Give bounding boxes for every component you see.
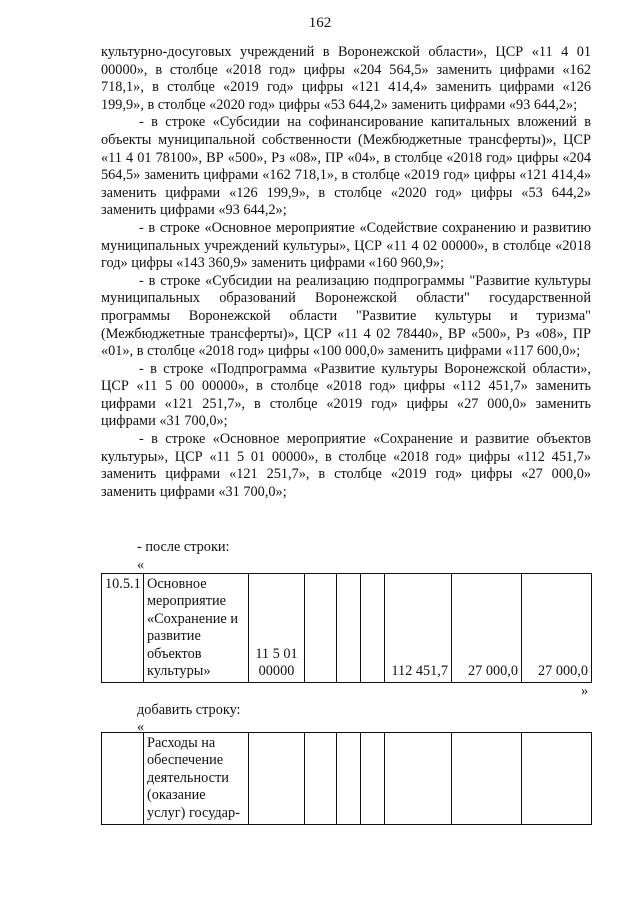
row-2019	[452, 733, 522, 825]
new-row-table	[101, 732, 592, 825]
existing-row-table	[101, 573, 592, 683]
row-rz	[337, 733, 361, 825]
row-name: Расходы на обеспечение деятельности (оказание услуг) государ-	[144, 733, 249, 825]
close-quote-1: »	[581, 683, 589, 699]
row-2020	[522, 733, 592, 825]
paragraph-continuation: культурно-досуговых учреждений в Воронежской области», ЦСР «11 4 01 00000», в столбце «2018 год» цифры «204 564,5» заменить цифрами «162 718,1», в столбце «2019 год» цифры «121 414,4» заменить цифрами «126 199,9», в столбце «2020 год» цифры «53 644,2» заменить цифрами «93 644,2»;	[101, 44, 591, 113]
paragraph-subsidies-capital: - в строке «Субсидии на софинансирование капитальных вложений в объекты муниципальной собственности (Межбюджетные трансферты)», ЦСР «11 4 01 78100», ВР «500», Рз «08», ПР «04», в столбце «2018 год» цифры «204 564,5» заменить цифрами «162 718,1», в столбце «2019 год» цифры «121 414,4» заменить цифрами «126 199,9», в столбце «2020 год» цифры «53 644,2» заменить цифрами «93 644,2»;	[101, 114, 591, 219]
paragraph-culture-objects: - в строке «Основное мероприятие «Сохранение и развитие объектов культуры», ЦСР «11 5 01 00000», в столбце «2018 год» цифры «112 451,7» заменить цифрами «121 251,7», в столбце «2019 год» цифры «27 000,0» заменить цифрами «31 700,0»;	[101, 431, 591, 500]
row-pr	[361, 733, 385, 825]
table-row	[102, 733, 592, 825]
row-name: Основное мероприятие «Сохранение и развитие объектов культуры»	[144, 574, 249, 683]
open-quote-2: «	[137, 719, 145, 735]
amendment-text	[101, 44, 591, 501]
row-2019: 27 000,0	[452, 574, 522, 683]
row-2018	[385, 733, 452, 825]
row-2020: 27 000,0	[522, 574, 592, 683]
open-quote-1: «	[137, 557, 145, 573]
row-csr	[249, 733, 305, 825]
table-row	[102, 574, 592, 683]
row-number: 10.5.1	[102, 574, 144, 683]
paragraph-subsidies-subprogram: - в строке «Субсидии на реализацию подпрограммы "Развитие культуры муниципальных образований Воронежской области" государственной программы Воронежской области "Развитие культуры и туризма" (Межбюджетные трансферты)», ЦСР «11 4 02 78440», ВР «500», Рз «08», ПР «01», в столбце «2018 год» цифры «100 000,0» заменить цифрами «117 600,0»;	[101, 272, 591, 360]
row-pr	[361, 574, 385, 683]
row-2018: 112 451,7	[385, 574, 452, 683]
row-vr	[305, 574, 337, 683]
paragraph-municipal-institutions: - в строке «Основное мероприятие «Содействие сохранению и развитию муниципальных учреждений культуры», ЦСР «11 4 02 00000», в столбце «2018 год» цифры «143 360,9» заменить цифрами «160 960,9»;	[101, 219, 591, 272]
row-vr	[305, 733, 337, 825]
page-number: 162	[308, 15, 332, 31]
row-number	[102, 733, 144, 825]
row-csr: 11 5 01 00000	[249, 574, 305, 683]
paragraph-subprogram-culture: - в строке «Подпрограмма «Развитие культуры Воронежской области», ЦСР «11 5 00 00000», в столбце «2018 год» цифры «112 451,7» заменить цифрами «121 251,7», в столбце «2019 год» цифры «27 000,0» заменить цифрами «31 700,0»;	[101, 360, 591, 430]
row-rz	[337, 574, 361, 683]
after-row-label: - после строки:	[137, 539, 230, 555]
add-row-label: добавить строку:	[137, 702, 241, 718]
